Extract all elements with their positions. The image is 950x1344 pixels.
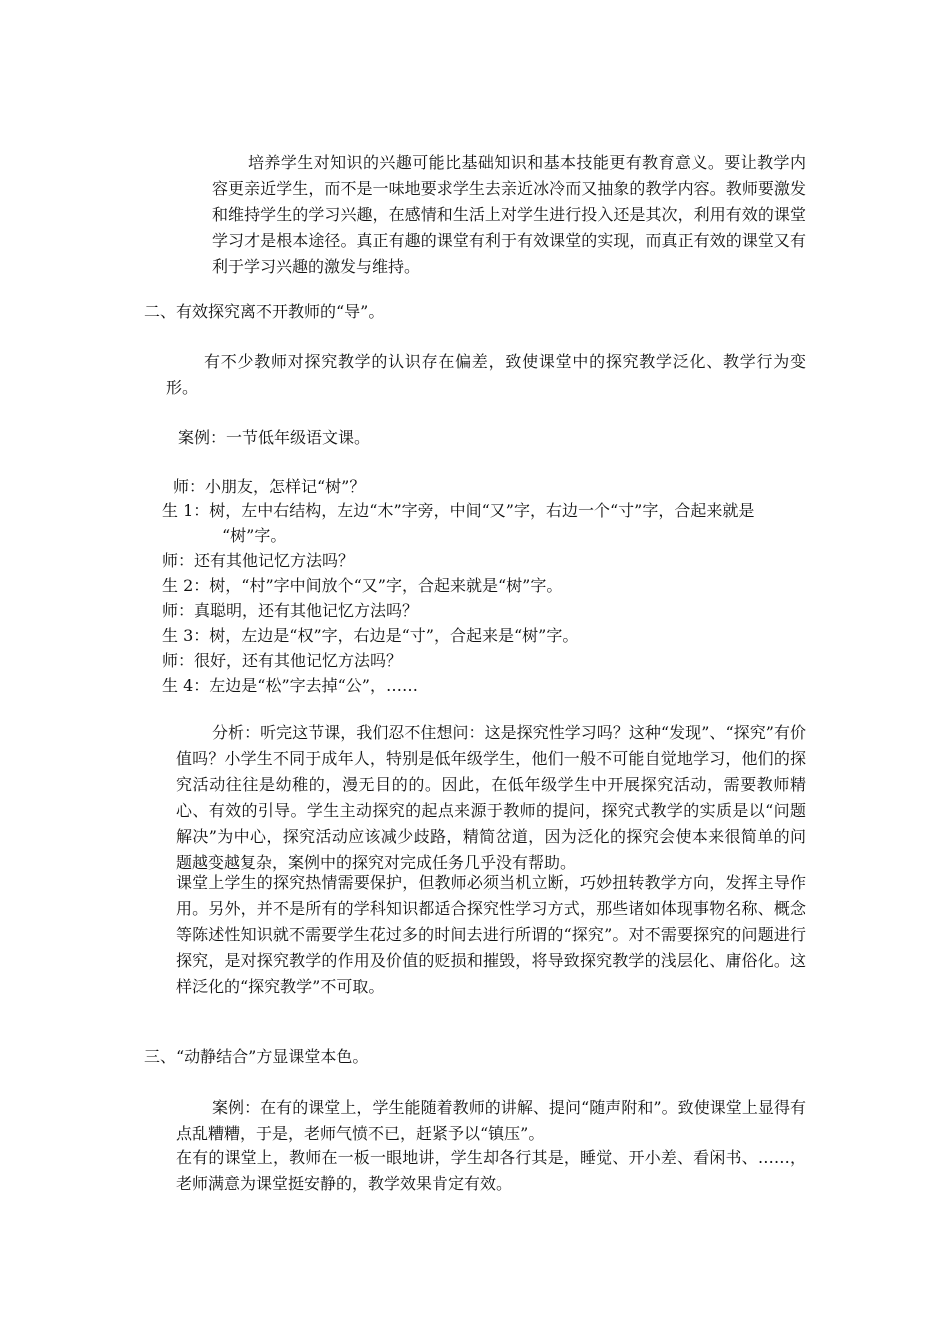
dialogue-line: “树”字。 <box>222 526 287 545</box>
section3-case2: 在有的课堂上，教师在一板一眼地讲，学生却各行其是，睡觉、开小差、看闲书、……，老师满意为课堂挺安静的，教学效果肯定有效。 <box>176 1148 806 1193</box>
dialogue-line: 师：很好，还有其他记忆方法吗？ <box>162 651 403 670</box>
analysis-paragraph: 分析：听完这节课，我们忍不住想问：这是探究性学习吗？这种“发现”、“探究”有价值吗？小学生不同于成年人，特别是低年级学生，他们一般不可能自觉地学习，他们的探究活动往往是幼稚的，漫无目的的。因此，在低年级学生中开展探究活动，需要教师精心、有效的引导。学生主动探究的起点来源于教师的提问，探究式教学的实质是以“问题解决”为中心，探究活动应该减少歧路，精简岔道，因为泛化的探究会使本来很简单的问题越变越复杂，案例中的探究对完成任务几乎没有帮助。 <box>176 723 806 872</box>
section2-intro: 有不少教师对探究教学的认识存在偏差，致使课堂中的探究教学泛化、教学行为变形。 <box>166 352 806 397</box>
section-heading-2: 二、有效探究离不开教师的“导”。 <box>144 302 385 321</box>
section3-case1: 案例：在有的课堂上，学生能随着教师的讲解、提问“随声附和”。致使课堂上显得有点乱糟糟，于是，老师气愤不已，赶紧予以“镇压”。 <box>176 1098 806 1143</box>
intro-paragraph: 培养学生对知识的兴趣可能比基础知识和基本技能更有教育意义。要让教学内容更亲近学生，而不是一味地要求学生去亲近冰冷而又抽象的教学内容。教师要激发和维持学生的学习兴趣，在感情和生活上对学生进行投入还是其次，利用有效的课堂学习才是根本途径。真正有趣的课堂有利于有效课堂的实现，而真正有效的课堂又有利于学习兴趣的激发与维持。 <box>212 153 806 276</box>
analysis-paragraph-2: 课堂上学生的探究热情需要保护，但教师必须当机立断，巧妙扭转教学方向，发挥主导作用。另外，并不是所有的学科知识都适合探究性学习方式，那些诸如体现事物名称、概念等陈述性知识就不需要学生花过多的时间去进行所谓的“探究”。对不需要探究的问题进行探究，是对探究教学的作用及价值的贬损和摧毁，将导致探究教学的浅层化、庸俗化。这样泛化的“探究教学”不可取。 <box>176 873 806 996</box>
dialogue-line: 生 2：树，“村”字中间放个“又”字，合起来就是“树”字。 <box>162 576 563 595</box>
dialogue-line: 生 4：左边是“松”字去掉“公”，…… <box>162 676 418 695</box>
dialogue-line: 生 1：树，左中右结构，左边“木”字旁，中间“又”字，右边一个“寸”字，合起来就是 <box>162 501 755 520</box>
dialogue-line: 师：真聪明，还有其他记忆方法吗？ <box>162 601 419 620</box>
case-label: 案例：一节低年级语文课。 <box>178 428 371 447</box>
section-heading-3: 三、“动静结合”方显课堂本色。 <box>144 1047 369 1066</box>
dialogue-line: 生 3：树，左边是“权”字，右边是“寸”，合起来是“树”字。 <box>162 626 579 645</box>
dialogue-line: 师：小朋友，怎样记“树”？ <box>173 477 366 496</box>
dialogue-line: 师：还有其他记忆方法吗？ <box>162 551 355 570</box>
